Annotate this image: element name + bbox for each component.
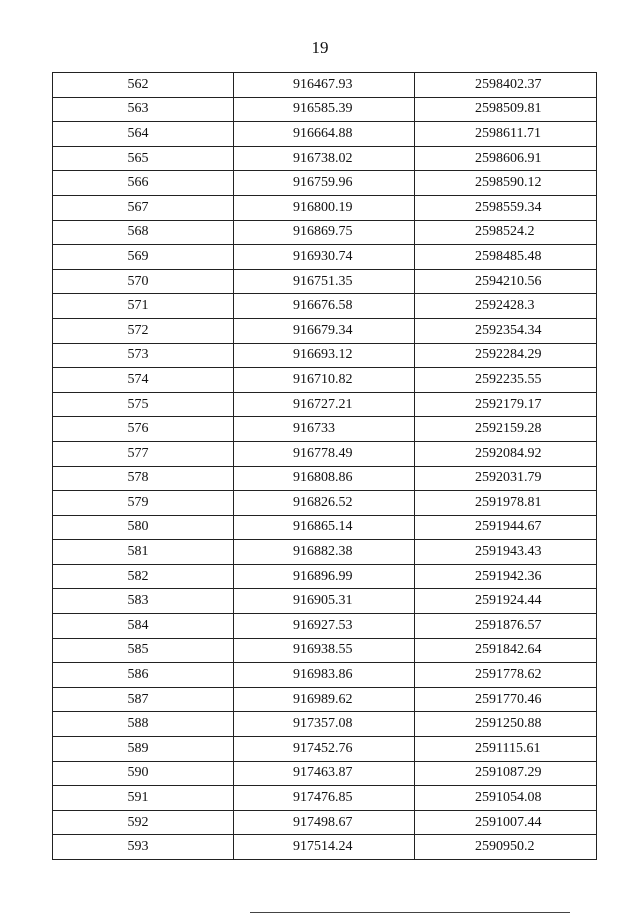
table-row (53, 638, 597, 663)
point-number-cell: 580 (53, 515, 234, 540)
table-row (53, 73, 597, 98)
x-coordinate-cell: 916930.74 (234, 245, 415, 270)
y-coordinate-cell: 2591087.29 (415, 761, 597, 786)
table-row (53, 515, 597, 540)
y-coordinate-cell: 2592179.17 (415, 392, 597, 417)
table-row (53, 318, 597, 343)
table-row (53, 663, 597, 688)
x-coordinate-cell: 916869.75 (234, 220, 415, 245)
table-body (53, 73, 597, 860)
point-number-cell: 568 (53, 220, 234, 245)
table-row (53, 220, 597, 245)
y-coordinate-cell: 2598559.34 (415, 195, 597, 220)
table-row (53, 614, 597, 639)
table-row (53, 810, 597, 835)
point-number-cell: 589 (53, 737, 234, 762)
point-number-cell: 577 (53, 441, 234, 466)
x-coordinate-cell: 916896.99 (234, 564, 415, 589)
x-coordinate-cell: 916882.38 (234, 540, 415, 565)
x-coordinate-cell: 916751.35 (234, 269, 415, 294)
x-coordinate-cell: 916664.88 (234, 122, 415, 147)
x-coordinate-cell: 916759.96 (234, 171, 415, 196)
point-number-cell: 576 (53, 417, 234, 442)
point-number-cell: 588 (53, 712, 234, 737)
table-row (53, 540, 597, 565)
x-coordinate-cell: 916808.86 (234, 466, 415, 491)
point-number-cell: 570 (53, 269, 234, 294)
x-coordinate-cell: 916989.62 (234, 687, 415, 712)
point-number-cell: 569 (53, 245, 234, 270)
x-coordinate-cell: 916585.39 (234, 97, 415, 122)
table-row (53, 441, 597, 466)
x-coordinate-cell: 916983.86 (234, 663, 415, 688)
x-coordinate-cell: 916733 (234, 417, 415, 442)
table-row (53, 368, 597, 393)
point-number-cell: 565 (53, 146, 234, 171)
point-number-cell: 582 (53, 564, 234, 589)
table-row (53, 195, 597, 220)
bottom-rule (250, 912, 570, 913)
point-number-cell: 574 (53, 368, 234, 393)
table-row (53, 97, 597, 122)
x-coordinate-cell: 916676.58 (234, 294, 415, 319)
y-coordinate-cell: 2598485.48 (415, 245, 597, 270)
x-coordinate-cell: 916467.93 (234, 73, 415, 98)
table-row (53, 417, 597, 442)
table-row (53, 761, 597, 786)
point-number-cell: 581 (53, 540, 234, 565)
x-coordinate-cell: 917463.87 (234, 761, 415, 786)
table-row (53, 122, 597, 147)
table-row (53, 687, 597, 712)
y-coordinate-cell: 2598509.81 (415, 97, 597, 122)
x-coordinate-cell: 916865.14 (234, 515, 415, 540)
x-coordinate-cell: 916938.55 (234, 638, 415, 663)
x-coordinate-cell: 916710.82 (234, 368, 415, 393)
table-row (53, 343, 597, 368)
x-coordinate-cell: 916679.34 (234, 318, 415, 343)
y-coordinate-cell: 2592159.28 (415, 417, 597, 442)
table-row (53, 491, 597, 516)
x-coordinate-cell: 917476.85 (234, 786, 415, 811)
table-row (53, 835, 597, 860)
table-row (53, 737, 597, 762)
point-number-cell: 575 (53, 392, 234, 417)
y-coordinate-cell: 2591978.81 (415, 491, 597, 516)
table-row (53, 392, 597, 417)
point-number-cell: 587 (53, 687, 234, 712)
x-coordinate-cell: 916778.49 (234, 441, 415, 466)
y-coordinate-cell: 2592084.92 (415, 441, 597, 466)
y-coordinate-cell: 2598611.71 (415, 122, 597, 147)
y-coordinate-cell: 2598606.91 (415, 146, 597, 171)
point-number-cell: 593 (53, 835, 234, 860)
point-number-cell: 578 (53, 466, 234, 491)
x-coordinate-cell: 916927.53 (234, 614, 415, 639)
point-number-cell: 592 (53, 810, 234, 835)
y-coordinate-cell: 2591942.36 (415, 564, 597, 589)
y-coordinate-cell: 2592354.34 (415, 318, 597, 343)
y-coordinate-cell: 2591842.64 (415, 638, 597, 663)
y-coordinate-cell: 2591944.67 (415, 515, 597, 540)
x-coordinate-cell: 917498.67 (234, 810, 415, 835)
y-coordinate-cell: 2598524.2 (415, 220, 597, 245)
point-number-cell: 572 (53, 318, 234, 343)
table-row (53, 171, 597, 196)
y-coordinate-cell: 2592235.55 (415, 368, 597, 393)
point-number-cell: 562 (53, 73, 234, 98)
point-number-cell: 586 (53, 663, 234, 688)
table-row (53, 589, 597, 614)
x-coordinate-cell: 916727.21 (234, 392, 415, 417)
y-coordinate-cell: 2591778.62 (415, 663, 597, 688)
table-row (53, 245, 597, 270)
x-coordinate-cell: 916905.31 (234, 589, 415, 614)
y-coordinate-cell: 2592284.29 (415, 343, 597, 368)
point-number-cell: 579 (53, 491, 234, 516)
table-row (53, 269, 597, 294)
point-number-cell: 571 (53, 294, 234, 319)
table-row (53, 712, 597, 737)
table-row (53, 146, 597, 171)
point-number-cell: 564 (53, 122, 234, 147)
table-row (53, 466, 597, 491)
point-number-cell: 567 (53, 195, 234, 220)
point-number-cell: 583 (53, 589, 234, 614)
point-number-cell: 566 (53, 171, 234, 196)
y-coordinate-cell: 2592428.3 (415, 294, 597, 319)
point-number-cell: 590 (53, 761, 234, 786)
y-coordinate-cell: 2591054.08 (415, 786, 597, 811)
point-number-cell: 585 (53, 638, 234, 663)
table-row (53, 564, 597, 589)
point-number-cell: 591 (53, 786, 234, 811)
x-coordinate-cell: 916800.19 (234, 195, 415, 220)
x-coordinate-cell: 917452.76 (234, 737, 415, 762)
table-row (53, 786, 597, 811)
point-number-cell: 584 (53, 614, 234, 639)
page-number: 19 (311, 38, 329, 57)
y-coordinate-cell: 2598590.12 (415, 171, 597, 196)
x-coordinate-cell: 916693.12 (234, 343, 415, 368)
y-coordinate-cell: 2591924.44 (415, 589, 597, 614)
y-coordinate-cell: 2591007.44 (415, 810, 597, 835)
y-coordinate-cell: 2591250.88 (415, 712, 597, 737)
y-coordinate-cell: 2590950.2 (415, 835, 597, 860)
y-coordinate-cell: 2591115.61 (415, 737, 597, 762)
x-coordinate-cell: 916826.52 (234, 491, 415, 516)
x-coordinate-cell: 916738.02 (234, 146, 415, 171)
table-row (53, 294, 597, 319)
point-number-cell: 563 (53, 97, 234, 122)
coordinate-table (52, 72, 597, 860)
y-coordinate-cell: 2591943.43 (415, 540, 597, 565)
y-coordinate-cell: 2592031.79 (415, 466, 597, 491)
y-coordinate-cell: 2591876.57 (415, 614, 597, 639)
y-coordinate-cell: 2594210.56 (415, 269, 597, 294)
y-coordinate-cell: 2598402.37 (415, 73, 597, 98)
x-coordinate-cell: 917357.08 (234, 712, 415, 737)
x-coordinate-cell: 917514.24 (234, 835, 415, 860)
point-number-cell: 573 (53, 343, 234, 368)
y-coordinate-cell: 2591770.46 (415, 687, 597, 712)
